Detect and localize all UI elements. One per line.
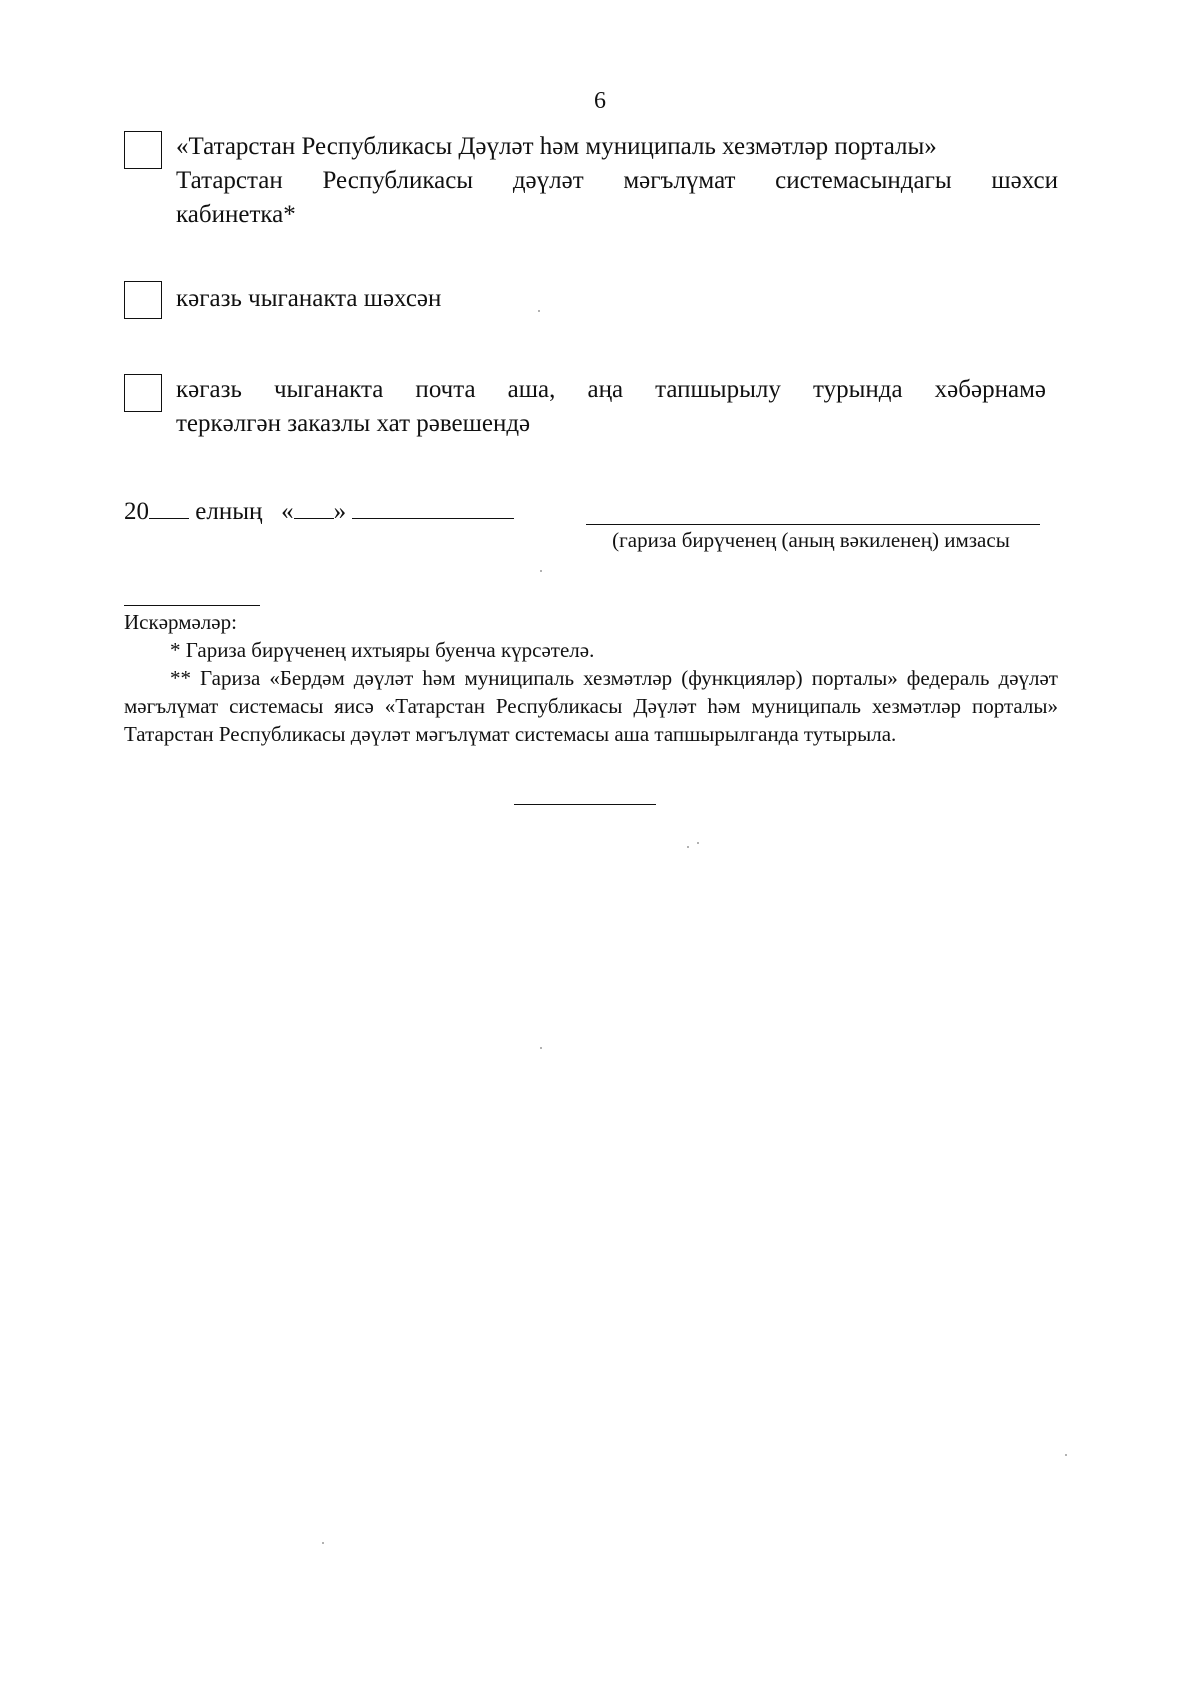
signature-caption: (гариза бирүченең (аның вәкиленең) имзасы xyxy=(612,528,1010,552)
scan-speck xyxy=(540,570,542,572)
scan-speck xyxy=(687,846,689,848)
option-paper-by-mail-text xyxy=(176,373,1058,441)
option-paper-in-person-text xyxy=(176,282,1058,316)
date-line xyxy=(124,494,514,529)
option-line: кәгазь чыганакта шәхсән xyxy=(176,285,442,312)
option-line: кәгазь чыганакта почта аша, аңа тапшырылу турында хәбәрнамә xyxy=(176,376,1046,403)
scan-speck xyxy=(540,1047,542,1049)
note-item: ** Гариза «Бердәм дәүләт һәм муниципаль хезмәтләр (функцияләр) порталы» федераль дәүләт мәгълүмат системасы яисә «Татарстан Республикасы Дәүләт һәм муниципаль хезмәтләр порталы» Татарстан Республикасы дәүләт мәгълүмат системасы аша тапшырылганда тутырыла. xyxy=(124,666,1058,746)
scan-speck xyxy=(697,842,699,844)
notes-title: Искәрмәләр: xyxy=(124,610,237,634)
day-quote-close: » xyxy=(333,498,347,525)
scan-speck xyxy=(538,310,540,312)
option-checkbox-paper-in-person[interactable] xyxy=(124,281,162,319)
year-blank[interactable] xyxy=(149,494,189,519)
option-checkbox-portal-cabinet[interactable] xyxy=(124,131,162,169)
day-quote-open: « xyxy=(281,498,294,525)
page-number: 6 xyxy=(594,88,606,114)
scan-speck xyxy=(1065,1454,1067,1456)
option-line: «Татарстан Республикасы Дәүләт һәм муниципаль хезмәтләр порталы» xyxy=(176,133,937,160)
footnote-separator xyxy=(124,605,260,606)
option-portal-cabinet-text xyxy=(176,130,1058,232)
option-line: Татарстан Республикасы дәүләт мәгълүмат системасындагы шәхси xyxy=(176,167,1058,194)
option-line: кабинетка* xyxy=(176,201,296,228)
year-word: елның xyxy=(195,498,263,525)
year-prefix: 20 xyxy=(124,498,149,525)
option-line: теркәлгән заказлы хат рәвешендә xyxy=(176,410,531,437)
option-checkbox-paper-by-mail[interactable] xyxy=(124,374,162,412)
day-blank[interactable] xyxy=(294,494,334,519)
note-item: * Гариза бирүченең ихтыяры буенча күрсәтелә. xyxy=(170,638,595,662)
notes-section xyxy=(124,608,1058,748)
month-blank[interactable] xyxy=(352,494,514,519)
end-separator xyxy=(514,804,656,805)
scan-speck xyxy=(322,1542,324,1544)
